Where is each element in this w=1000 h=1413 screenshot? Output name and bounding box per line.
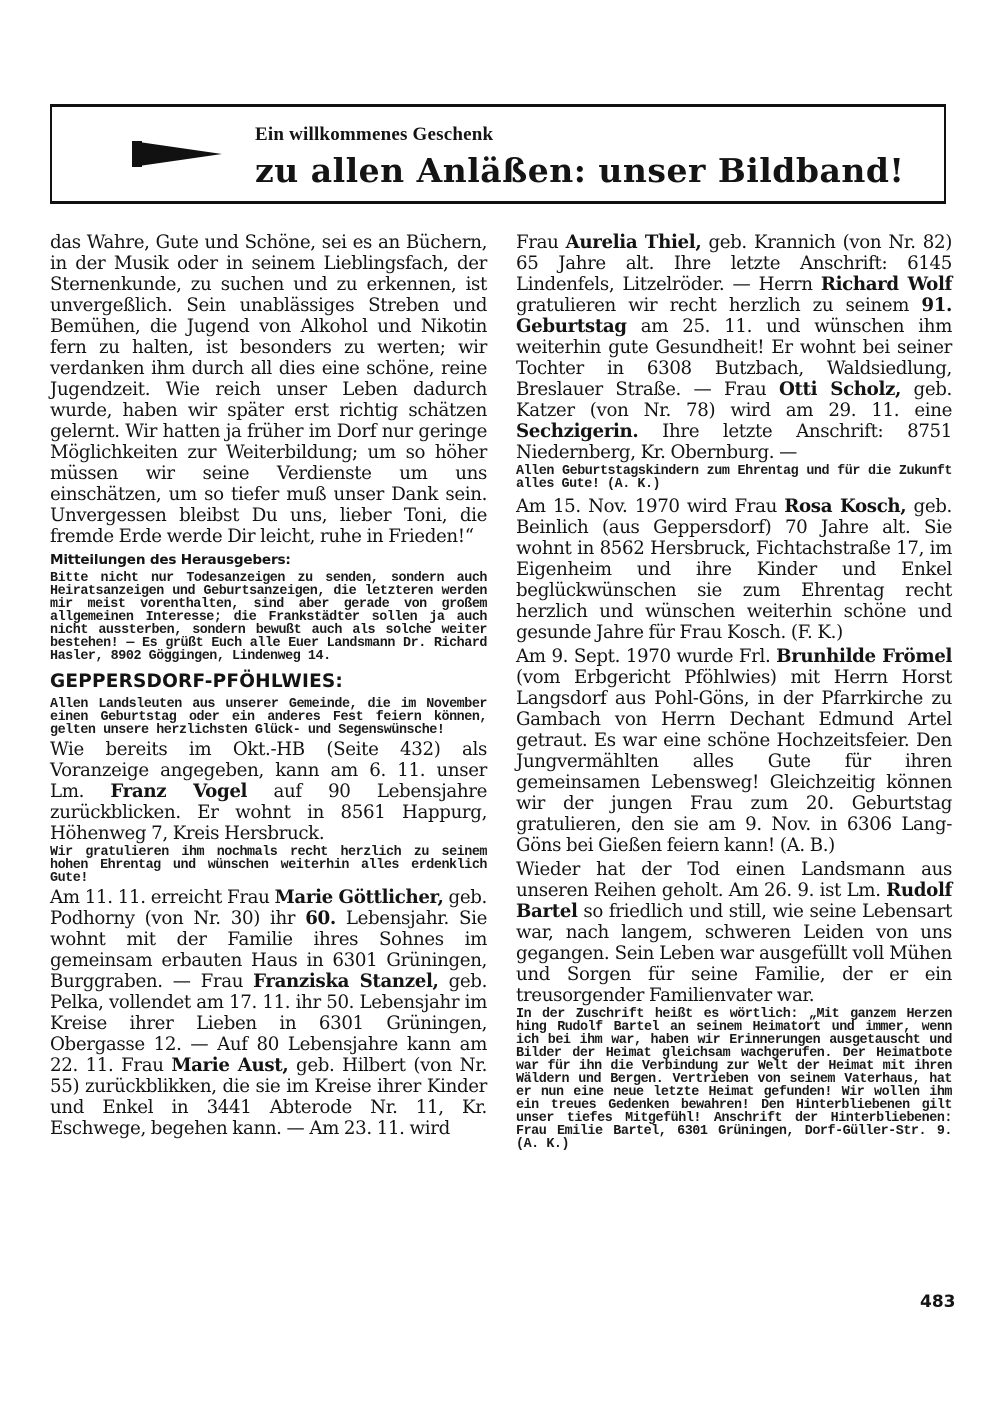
- paragraph: Wieder hat der Tod einen Landsmann aus unseren Reihen geholt. Am 26. 9. ist Lm. Rudolf Bartel so friedlich und still, wie seine Lebensart war, nach langem, schweren Leiden von uns gegangen. Sein Leben war ausgefüllt voll Mühen und Sorgen für seine Familie, der er ein treusorgender Familienvater war.: [516, 859, 952, 1006]
- paragraph: Am 11. 11. erreicht Frau Marie Göttlicher, geb. Podhorny (von Nr. 30) ihr 60. Lebensjahr. Sie wohnt mit der Familie ihres Sohnes im gemeinsam erbauten Haus in 6301 Grüningen, Burggraben. — Frau Franziska Stanzel, geb. Pelka, vollendet am 17. 11. ihr 50. Lebensjahr im Kreise ihrer Lieben in 6301 Grüningen, Obergasse 12. — Auf 80 Lebensjahre kann am 22. 11. Frau Marie Aust, geb. Hilbert (von Nr. 55) zurückblikken, die sie im Kreise ihrer Kinder und Enkel in 3441 Abterode Nr. 11, Kr. Eschwege, begehen kann. — Am 23. 11. wird: [50, 887, 487, 1139]
- right-column: [516, 232, 952, 1153]
- header-box: [50, 104, 946, 204]
- section-intro: Allen Landsleuten aus unserer Gemeinde, die im November einen Geburtstag oder ein anderes Fest feiern können, gelten unsere herzlichsten Glück- und Segenswünsche!: [50, 697, 487, 738]
- section-heading: GEPPERSDORF-PFÖHLWIES:: [50, 671, 344, 692]
- publisher-heading: Mitteilungen des Herausgebers:: [50, 552, 291, 568]
- paragraph: Frau Aurelia Thiel, geb. Krannich (von Nr. 82) 65 Jahre alt. Ihre letzte Anschrift: 6145 Lindenfels, Litzelröder. — Herrn Richard Wolf gratulieren wir recht herzlich zu seinem 91. Geburtstag am 25. 11. und wünschen ihm weiterhin gute Gesundheit! Er wohnt bei seiner Tochter in 6308 Butzbach, Waldsiedlung, Breslauer Straße. — Frau Otti Scholz, geb. Katzer (von Nr. 78) wird am 29. 11. eine Sechzigerin. Ihre letzte Anschrift: 8751 Niedernberg, Kr. Obernburg. —: [516, 232, 953, 463]
- page-number: 483: [920, 1292, 956, 1312]
- paragraph: Wie bereits im Okt.-HB (Seite 432) als Voranzeige angegeben, kann am 6. 11. unser Lm. Franz Vogel auf 90 Lebensjahre zurückblicken. Er wohnt in 8561 Happurg, Höhenweg 7, Kreis Hersbruck.: [50, 739, 487, 844]
- paragraph: das Wahre, Gute und Schöne, sei es an Büchern, in der Musik oder in seinem Lieblingsfach, der Sternenkunde, zu suchen und zu erkennen, ist unvergeßlich. Sein unablässiges Streben und Bemühen, die Jugend von Alkohol und Nikotin fern zu halten, ist besonders zu werten; wir verdanken ihm durch all dies eine schöne, reine Jugendzeit. Wie reich unser Leben dadurch wurde, haben wir später erst richtig schätzen gelernt. Wir hatten ja früher im Dorf nur geringe Möglichkeiten zur Weiterbildung; um so höher müssen wir seine Verdienste um uns einschätzen, um so tiefer muß unser Dank sein. Unvergessen bleibst Du uns, lieber Toni, die fremde Erde werde Dir leicht, ruhe in Frieden!“: [50, 232, 487, 547]
- congrats-note: Wir gratulieren ihm nochmals recht herzlich zu seinem hohen Ehrentag und wünschen weiterhin alles erdenklich Gute!: [50, 845, 487, 886]
- pennant-arrow-icon: [132, 137, 222, 171]
- paragraph: Am 15. Nov. 1970 wird Frau Rosa Kosch, geb. Beinlich (aus Geppersdorf) 70 Jahre alt. Sie wohnt in 8562 Hersbruck, Fichtachstraße 17, im Eigenheim und ihre Kinder und Enkel beglückwünschen sie zum Ehrentag recht herzlich und wünschen weiterhin schöne und gesunde Jahre für Frau Kosch. (F. K.): [516, 496, 952, 643]
- congrats-note: Allen Geburtstagskindern zum Ehrentag und für die Zukunft alles Gute! (A. K.): [516, 464, 952, 492]
- obituary-note: In der Zuschrift heißt es wörtlich: „Mit ganzem Herzen hing Rudolf Bartel an seinem Heimatort und immer, wenn ich bei ihm war, haben wir Erinnerungen ausgetauscht und Bilder der Heimat gleichsam wachgerufen. Der Heimatbote war für ihn die Verbindung zur Welt der Heimat mit ihren Wäldern und Bergen. Vertrieben von seinem Vaterhaus, hat er nun eine neue letzte Heimat gefunden! Wir wollen ihm ein treues Gedenken bewahren! Den Hinterbliebenen gilt unser tiefes Mitgefühl! Anschrift der Hinterbliebenen: Frau Emilie Bartel, 6301 Grüningen, Dorf-Güller-Str. 9. (A. K.): [516, 1007, 952, 1152]
- publisher-note: Bitte nicht nur Todesanzeigen zu senden, sondern auch Heiratsanzeigen und Geburtsanzeigen, die letzteren werden mir meist vorenthalten, sind aber gerade von großem allgemeinen Interesse; die Frankstädter sollen ja auch nicht aussterben, sondern bewußt auch als solche weiter bestehen! — Es grüßt Euch alle Euer Landsmann Dr. Richard Hasler, 8902 Göggingen, Lindenweg 14.: [50, 571, 487, 664]
- left-column: [50, 232, 487, 1139]
- header-headline: zu allen Anläßen: unser Bildband!: [255, 151, 905, 190]
- paragraph: Am 9. Sept. 1970 wurde Frl. Brunhilde Frömel (vom Erbgericht Pföhlwies) mit Herrn Horst Langsdorf aus Pohl-Göns, in der Pfarrkirche zu Gambach von Herrn Dechant Edmund Artel getraut. Es war eine schöne Hochzeitsfeier. Den Jungvermählten alles Gute für ihren gemeinsamen Lebensweg! Gleichzeitig können wir der jungen Frau zum 20. Geburtstag gratulieren, den sie am 9. Nov. in 6306 Lang-Göns bei Gießen feiern kann! (A. B.): [516, 646, 953, 856]
- header-kicker: Ein willkommenes Geschenk: [255, 124, 494, 145]
